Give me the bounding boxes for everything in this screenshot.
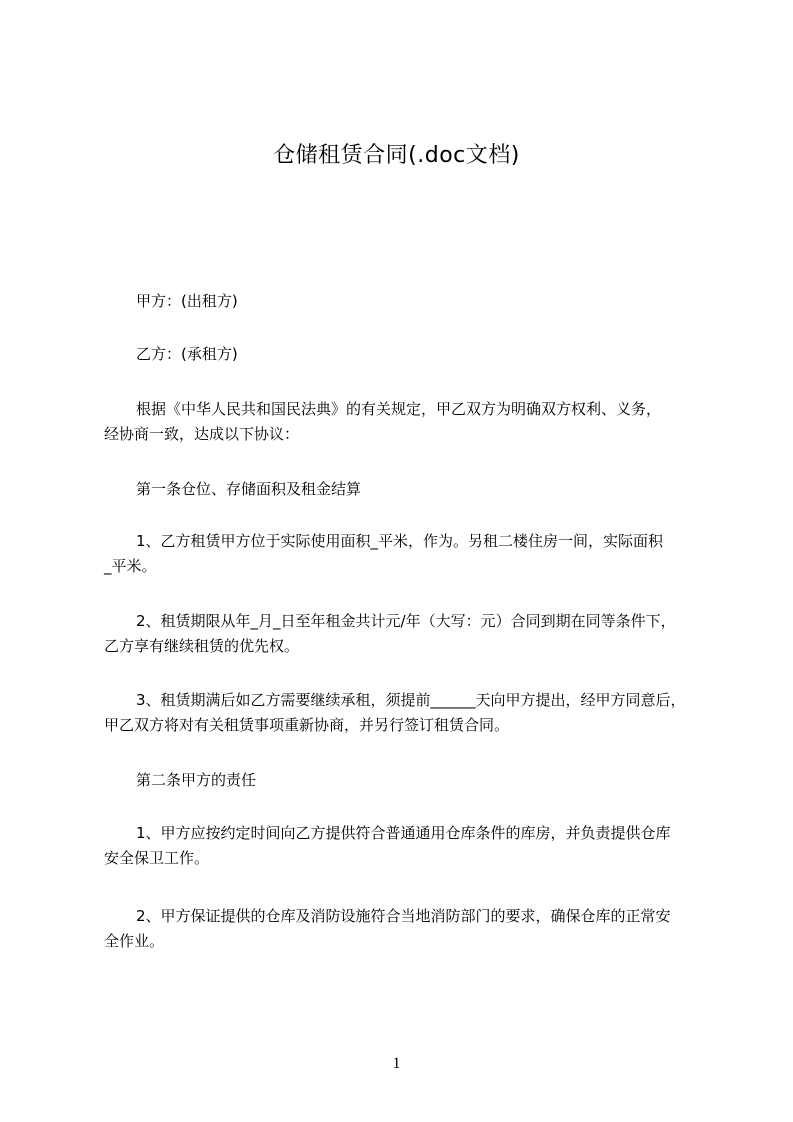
document-title: 仓储租赁合同(.doc文档)	[273, 143, 520, 168]
article1-item1	[104, 529, 716, 579]
intro-line-2: 经协商一致，达成以下协议：	[104, 425, 300, 443]
article2-item2	[104, 904, 716, 954]
article2-item1	[104, 821, 716, 871]
article1-item1-line-2: _平米。	[104, 557, 157, 575]
intro-paragraph	[104, 397, 716, 447]
intro-line-1: 根据《中华人民共和国民法典》的有关规定，甲乙双方为明确双方权利、义务，	[136, 400, 662, 418]
party-a-line	[104, 289, 716, 314]
party-b-text: 乙方：(承租方)	[136, 345, 238, 363]
article1-item2-line-2: 乙方享有继续租赁的优先权。	[104, 637, 300, 655]
article1-heading-text: 第一条仓位、存储面积及租金结算	[136, 480, 362, 498]
article2-item2-line-2: 全作业。	[104, 932, 165, 950]
article1-heading	[104, 477, 716, 502]
article2-item2-line-1: 2、甲方保证提供的仓库及消防设施符合当地消防部门的要求，确保仓库的正常安	[136, 907, 671, 925]
article1-item2-line-1: 2、租赁期限从年_月_日至年租金共计元/年（大写：元）合同到期在同等条件下，	[136, 612, 676, 630]
article1-item1-line-1: 1、乙方租赁甲方位于实际使用面积_平米，作为。另租二楼住房一间，实际面积	[136, 532, 664, 550]
article2-heading-text: 第二条甲方的责任	[136, 771, 257, 789]
party-a-text: 甲方：(出租方)	[136, 292, 238, 310]
article1-item2	[104, 609, 716, 659]
article1-item3-line-2: 甲乙双方将对有关租赁事项重新协商，并另行签订租赁合同。	[104, 716, 510, 734]
article2-heading	[104, 768, 716, 793]
article2-item1-line-1: 1、甲方应按约定时间向乙方提供符合普通通用仓库条件的库房，并负责提供仓库	[136, 824, 671, 842]
article1-item3	[104, 688, 716, 738]
page-number: 1	[392, 1055, 401, 1072]
article1-item3-line-1: 3、租赁期满后如乙方需要继续承租，须提前______天向甲方提出，经甲方同意后，	[136, 691, 686, 709]
article2-item1-line-2: 安全保卫工作。	[104, 849, 210, 867]
party-b-line	[104, 342, 716, 367]
